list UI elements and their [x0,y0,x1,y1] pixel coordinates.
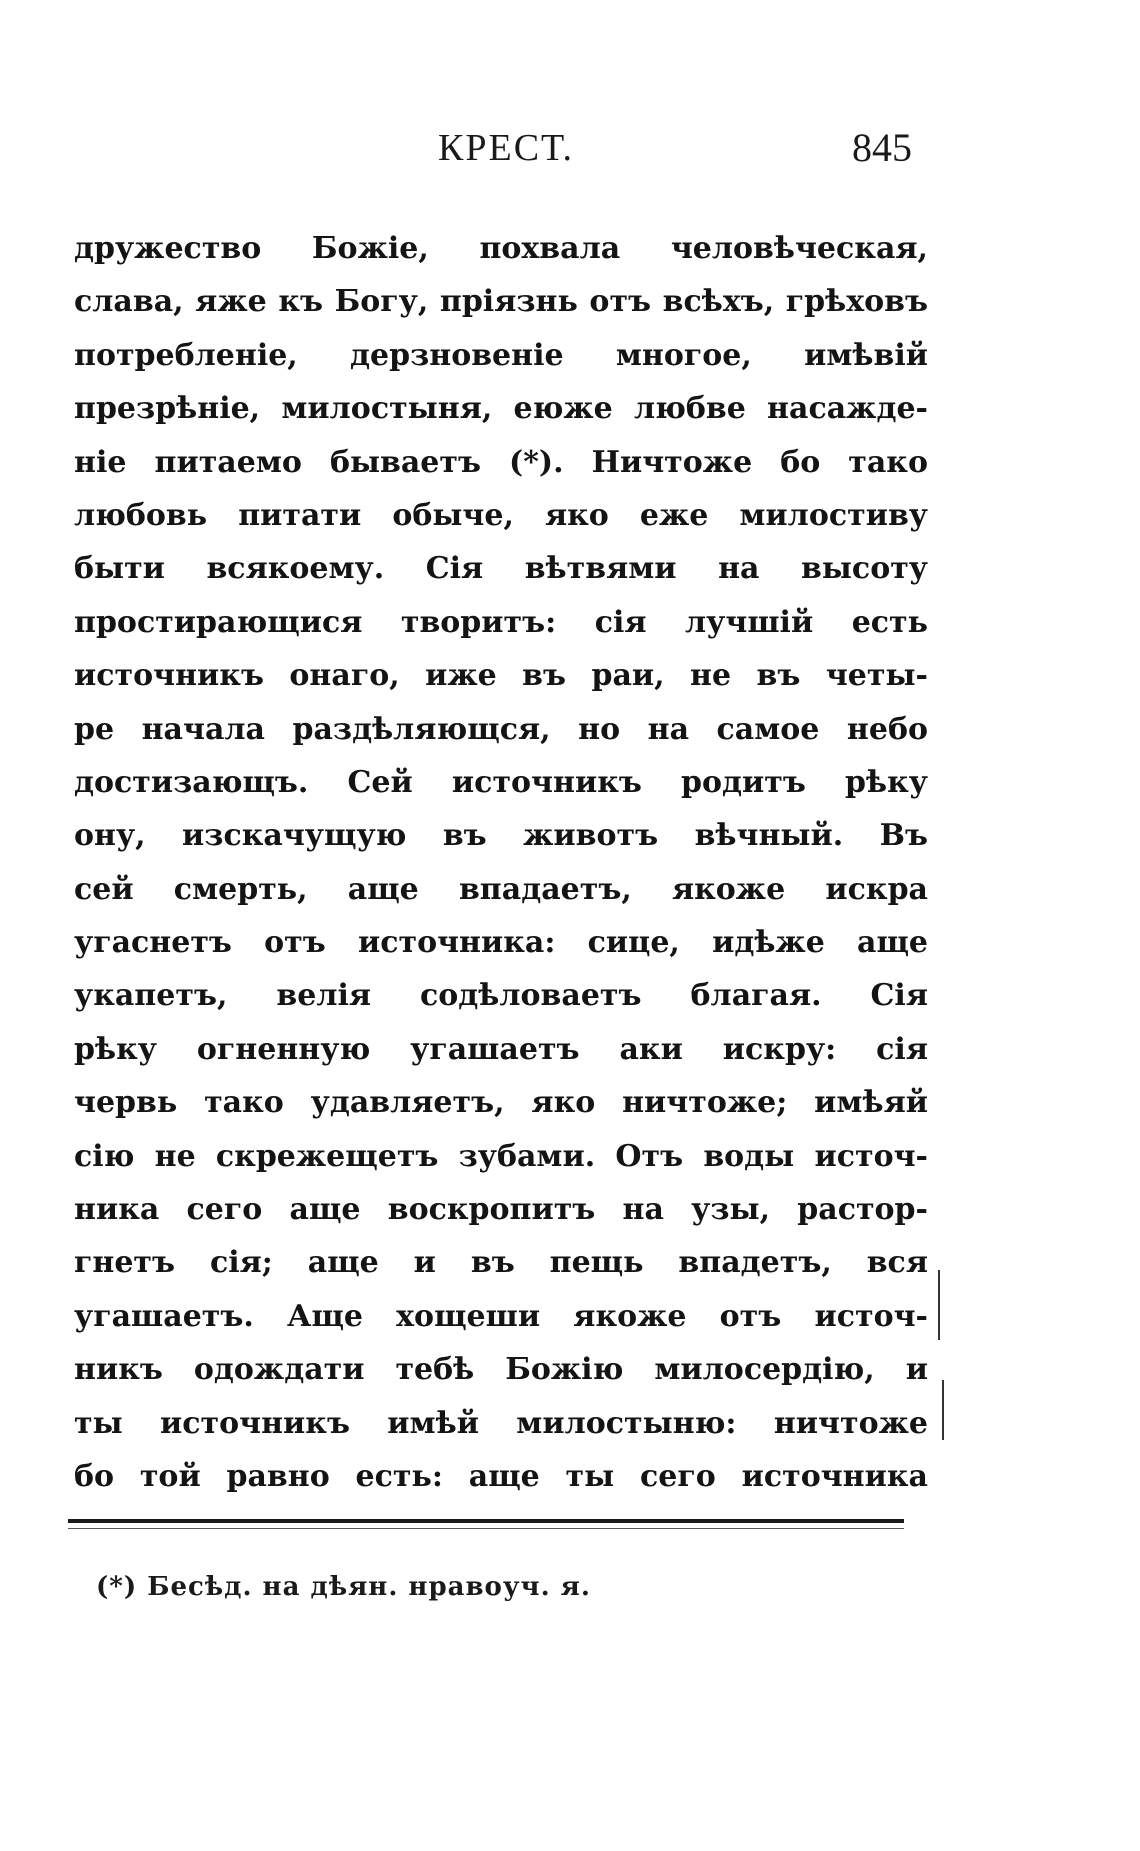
footnote-divider [68,1519,904,1523]
text-line: ону, изскачущую въ животъ вѣчный. Въ [74,818,928,854]
text-line: слава, яже къ Богу, пріязнь отъ всѣхъ, грѣховъ [74,284,928,320]
running-title: КРЕСТ. [438,127,574,169]
text-line: ніе питаемо бываетъ (*). Ничтоже бо тако [74,444,928,480]
text-line: потребленіе, дерзновеніе многое, имѣвій [74,337,928,373]
text-line: бо той равно есть: аще ты сего источника [74,1458,928,1494]
footnote: (*) Бесѣд. на дѣян. нравоуч. я. [96,1572,591,1602]
text-line: дружество Божіе, похвала человѣческая, [74,231,928,266]
text-line: ре начала раздѣляющся, но на самое небо [74,711,928,747]
text-line: быти всякоему. Сія вѣтвями на высоту [74,551,928,587]
text-line: червь тако удавляетъ, яко ничтоже; имѣяй [74,1085,928,1121]
footnote-divider-thin [68,1528,904,1529]
text-line: сей смерть, аще впадаетъ, якоже искра [74,871,928,907]
text-line: угашаетъ. Аще хощеши якоже отъ источ- [74,1298,928,1334]
text-line: никъ одождати тебѣ Божію милосердію, и [74,1352,928,1388]
page-number: 845 [852,125,912,170]
text-line: сію не скрежещетъ зубами. Отъ воды источ- [74,1138,928,1174]
text-line: источникъ онаго, иже въ раи, не въ четы- [74,658,928,694]
text-line: рѣку огненную угашаетъ аки искру: сія [74,1031,928,1067]
text-line: ты источникъ имѣй милостыню: ничтоже [74,1405,928,1441]
text-line: презрѣніе, милостыня, еюже любве насажде- [74,391,928,427]
text-line: укапетъ, велія содѣловаетъ благая. Сія [74,978,928,1014]
text-line: угаснетъ отъ источника: сице, идѣже аще [74,925,928,961]
text-line: простирающися творитъ: сія лучшій есть [74,604,928,640]
text-line: достизающъ. Сей источникъ родитъ рѣку [74,764,928,800]
text-line: гнетъ сія; аще и въ пещь впадетъ, вся [74,1245,928,1281]
text-line: любовь питати обыче, яко еже милостиву [74,497,928,533]
text-line: ника сего аще воскропитъ на узы, растор- [74,1192,928,1228]
body-text [74,222,928,1503]
margin-scan-mark [942,1380,944,1440]
margin-scan-mark [938,1270,940,1340]
